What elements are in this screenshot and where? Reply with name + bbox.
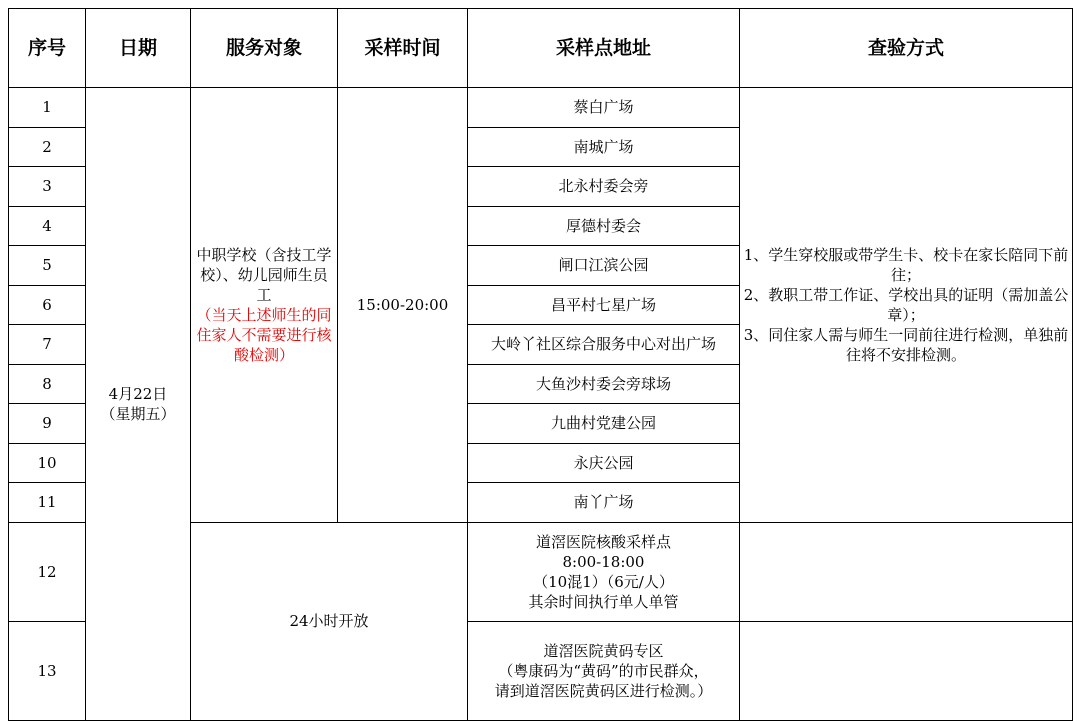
yellow-code-line-1: 道滘医院黄码专区 bbox=[543, 641, 664, 660]
empty-method-cell bbox=[740, 621, 1073, 720]
header-row bbox=[9, 9, 1073, 88]
address-cell: 永庆公园 bbox=[468, 443, 740, 483]
hospital-sampling-line-4: 其余时间执行单人单管 bbox=[528, 592, 679, 611]
address-cell: 北永村委会旁 bbox=[468, 167, 740, 207]
header-service-target: 服务对象 bbox=[191, 9, 338, 88]
table-row bbox=[9, 88, 1073, 128]
row-number: 2 bbox=[9, 127, 86, 167]
hospital-sampling-line-2: 8:00-18:00 bbox=[562, 552, 645, 571]
row-number: 12 bbox=[9, 522, 86, 621]
yellow-code-line-3: 请到道滘医院黄码区进行检测。） bbox=[494, 681, 713, 700]
check-method-line-1: 1、学生穿校服或带学生卡、校卡在家长陪同下前往； bbox=[743, 245, 1069, 284]
header-index: 序号 bbox=[9, 9, 86, 88]
date-day: 4月22日 bbox=[108, 384, 168, 403]
row-number: 4 bbox=[9, 206, 86, 246]
address-cell: 蔡白广场 bbox=[468, 88, 740, 128]
check-method-line-3: 3、同住家人需与师生一同前往进行检测，单独前往将不安排检测。 bbox=[743, 325, 1069, 364]
hospital-sampling-line-1: 道滘医院核酸采样点 bbox=[535, 532, 671, 551]
yellow-code-zone-cell bbox=[468, 621, 740, 720]
header-sampling-address: 采样点地址 bbox=[468, 9, 740, 88]
check-method-line-2: 2、教职工带工作证、学校出具的证明（需加盖公章）； bbox=[743, 285, 1069, 324]
sampling-time-cell: 15:00-20:00 bbox=[338, 88, 468, 523]
row-number: 6 bbox=[9, 285, 86, 325]
row-number: 3 bbox=[9, 167, 86, 207]
address-cell: 闸口江滨公园 bbox=[468, 246, 740, 286]
row-number: 1 bbox=[9, 88, 86, 128]
row-number: 7 bbox=[9, 325, 86, 365]
row-number: 5 bbox=[9, 246, 86, 286]
service-target-main: 中职学校（含技工学校）、幼儿园师生员工 bbox=[196, 245, 332, 304]
address-cell: 厚德村委会 bbox=[468, 206, 740, 246]
row-number: 11 bbox=[9, 483, 86, 523]
service-target-note: （当天上述师生的同住家人不需要进行核酸检测） bbox=[196, 305, 332, 364]
date-cell bbox=[86, 88, 191, 721]
yellow-code-line-2: （粤康码为“黄码”的市民群众， bbox=[498, 661, 709, 680]
hospital-sampling-line-3: （10混1）（6元/人） bbox=[533, 572, 674, 591]
address-cell: 昌平村七星广场 bbox=[468, 285, 740, 325]
address-cell: 南丫广场 bbox=[468, 483, 740, 523]
check-method-cell bbox=[740, 88, 1073, 523]
address-cell: 大鱼沙村委会旁球场 bbox=[468, 364, 740, 404]
address-cell: 大岭丫社区综合服务中心对出广场 bbox=[468, 325, 740, 365]
date-weekday: （星期五） bbox=[100, 404, 176, 423]
open-24h-cell: 24小时开放 bbox=[191, 522, 468, 720]
row-number: 10 bbox=[9, 443, 86, 483]
service-target-cell bbox=[191, 88, 338, 523]
address-cell: 南城广场 bbox=[468, 127, 740, 167]
row-number: 13 bbox=[9, 621, 86, 720]
row-number: 9 bbox=[9, 404, 86, 444]
header-check-method: 查验方式 bbox=[740, 9, 1073, 88]
empty-method-cell bbox=[740, 522, 1073, 621]
header-sampling-time: 采样时间 bbox=[338, 9, 468, 88]
address-cell: 九曲村党建公园 bbox=[468, 404, 740, 444]
row-number: 8 bbox=[9, 364, 86, 404]
hospital-sampling-cell bbox=[468, 522, 740, 621]
header-date: 日期 bbox=[86, 9, 191, 88]
sampling-schedule-table bbox=[8, 8, 1073, 721]
